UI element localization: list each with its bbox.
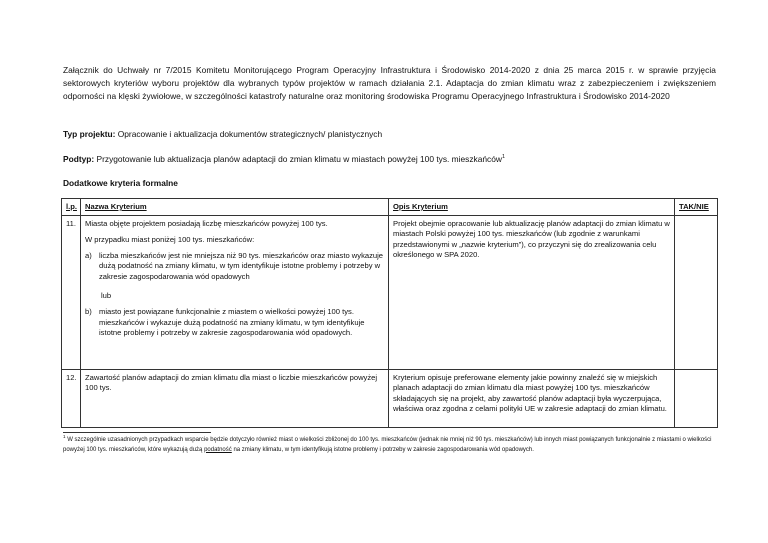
footnote (63, 436, 716, 455)
table-row (62, 369, 718, 427)
criterion-subheading: W przypadku miast poniżej 100 tys. mieszkańców: (85, 235, 255, 245)
project-subtype-value: Przygotowanie lub aktualizacja planów adaptacji do zmian klimatu w miastach powyżej 100 tys. mieszkańców (96, 154, 502, 164)
yes-no-cell[interactable] (675, 215, 718, 369)
criterion-name: Zawartość planów adaptacji do zmian klimatu dla miast o liczbie mieszkańców powyżej 100 tys. (81, 369, 389, 427)
footnote-text-part1: W szczególnie uzasadnionych przypadkach wsparcie będzie dotyczyło również miast o wielkości zbliżonej do 100 tys. mieszkańców (jednak nie mniej niż 90 tys. mieszkańców) lub innych miast powiązanych funkcjonalnie z miastami o wielkości powyżej 100 tys. mieszkańców, które wykazują dużą (63, 437, 712, 453)
table-row (62, 215, 718, 369)
conjunction-text: lub (101, 290, 112, 300)
list-item (85, 307, 384, 339)
resolution-header: Załącznik do Uchwały nr 7/2015 Komitetu Monitorującego Program Operacyjny Infrastruktura i Środowisko 2014-2020 z dnia 25 marca 2015 r. w sprawie przyjęcia sektorowych kryteriów wyboru projektów dla wybranych typów projektów w ramach działania 2.1. Adaptacja do zmian klimatu wraz z zabezpieczeniem i zwiększeniem odporności na klęski żywiołowe, w szczególności katastrofy naturalne oraz monitoring środowiska Programu Operacyjnego Infrastruktura i Środowisko 2014-2020 (63, 65, 716, 101)
section-title: Dodatkowe kryteria formalne (63, 178, 178, 188)
criterion-name: Miasta objęte projektem posiadają liczbę mieszkańców powyżej 100 tys. (85, 218, 328, 228)
column-header-lp: l.p. (62, 199, 81, 216)
footnote-underlined-word: podatność (204, 446, 232, 453)
project-subtype-label: Podtyp: (63, 154, 95, 164)
criterion-name-cell (81, 215, 389, 369)
criterion-description: Projekt obejmie opracowanie lub aktualizację planów adaptacji do zmian klimatu w miastach Polski powyżej 100 tys. mieszkańców (lub zgodnie z warunkami przedstawionymi w „nazwie kryterium”), co przyczyni się do zrealizowania celu określonego w SPA 2020. (389, 215, 675, 369)
row-number: 12. (62, 369, 81, 427)
list-item-text: liczba mieszkańców jest nie mniejsza niż 90 tys. mieszkańców oraz miasto wykazuje dużą podatność na zmiany klimatu, w tym identyfikuje istotne problemy i potrzeby w zakresie zagospodarowania wód opadowych (99, 250, 384, 281)
footnote-mark: 1 (63, 434, 66, 439)
row-number: 11. (62, 215, 81, 369)
list-item (85, 251, 384, 283)
list-item-text: miasto jest powiązane funkcjonalnie z miastem o wielkości powyżej 100 tys. mieszkańców i wykazuje dużą podatność na zmiany klimatu, w tym identyfikuje istotne problemy i potrzeby w zakresie zagospodarowania wód opadowych. (99, 307, 365, 338)
yes-no-cell[interactable] (675, 369, 718, 427)
project-type-value: Opracowanie i aktualizacja dokumentów strategicznych/ planistycznych (117, 129, 383, 139)
column-header-yes-no: TAK/NIE (675, 199, 718, 216)
column-header-name: Nazwa Kryterium (81, 199, 389, 216)
criteria-table (61, 198, 718, 428)
footnote-divider (63, 432, 211, 433)
project-type-label: Typ projektu: (63, 129, 116, 139)
project-type-line (63, 129, 382, 139)
column-header-description: Opis Kryterium (389, 199, 675, 216)
criterion-description: Kryterium opisuje preferowane elementy jakie powinny znaleźć się w miejskich planach adaptacji do zmian klimatu dla miast powyżej 100 tys. mieszkańców składających się na projekt, aby zawartość planów adaptacji była wyczerpująca, właściwa oraz zgodna z celami polityki UE w zakresie adaptacji do zmian klimatu. (389, 369, 675, 427)
project-subtype-line (63, 154, 505, 164)
footnote-text-part2: na zmiany klimatu, w tym identyfikują istotne problemy i potrzeby w zakresie zagospodarowania wód opadowych. (233, 446, 534, 453)
list-marker: a) (85, 250, 92, 260)
list-marker: b) (85, 307, 92, 317)
table-header-row (62, 199, 718, 216)
footnote-reference[interactable]: 1 (501, 154, 506, 161)
